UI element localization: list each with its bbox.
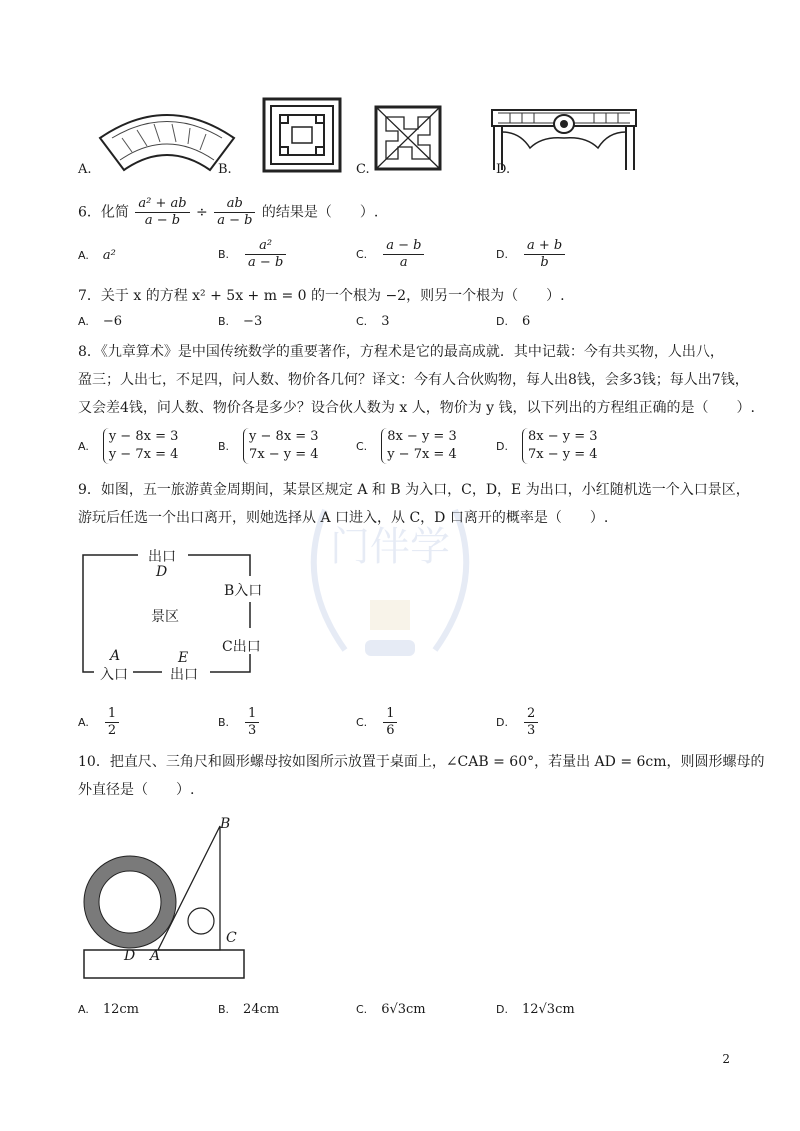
q7-option-d [496,314,530,329]
q9-option-c [356,706,399,739]
q10-figure [80,814,250,980]
q10-option-c [356,1002,426,1017]
q8-option-c-eq1: 8x − y = 3 [387,429,457,444]
q8-stem-line-2: 盈三；人出七，不足四，问人数、物价各几何？译文：今有人合伙购物，每人出8钱，会多3钱；每人出7钱， [78,372,749,388]
page-number: 2 [722,1052,730,1066]
q10-ruler [84,950,244,978]
q8-option-b-eq2: 7x − y = 4 [249,447,319,462]
q6-frac2-denominator: a − b [217,213,253,228]
q8-option-d-eq1: 8x − y = 3 [527,429,598,444]
q8-option-c-letter: C. [356,439,368,453]
q9-b-entrance-label: B入口 [224,583,263,599]
q10-option-d-letter: D. [496,1003,508,1016]
q8-option-a-eq1: y − 8x = 3 [108,429,179,444]
q10-option-a-letter: A. [78,1003,89,1016]
q9-option-c-denominator: 6 [386,723,395,738]
q7-option-b-letter: B. [218,315,230,328]
q6-frac1-denominator: a − b [144,213,181,228]
q9-label-a: A [110,648,121,664]
q9-exit-top-label: 出口 [148,549,176,565]
q6-option-a-text: a² [102,248,116,263]
q9-option-a-numerator: 1 [105,706,119,723]
q6-option-d-letter: D. [496,248,508,261]
q6-option-d-numerator: a + b [524,238,565,255]
q7-option-c [356,314,389,329]
q8-option-a [78,428,178,464]
q7-option-c-letter: C. [356,315,368,328]
q7-option-a-letter: A. [78,315,89,328]
q9-option-a-denominator: 2 [107,723,117,738]
q10-option-b [218,1002,279,1017]
q7-option-b-text: −3 [243,314,263,329]
q10-label-c: C [226,930,237,946]
q9-option-d-numerator: 2 [524,706,538,723]
q8-option-b [218,428,319,464]
q5-option-c-label: C. [356,162,370,177]
q8-option-d-eq2: 7x − y = 4 [527,447,598,462]
q9-scenic-diagram [78,544,278,684]
q9-option-d [496,706,540,739]
q5-option-a-label: A. [78,162,92,177]
q7-option-d-letter: D. [496,315,508,328]
q5-option-b-label: B. [218,162,232,177]
q10-stem-line-1: 10．把直尺、三角尺和圆形螺母按如图所示放置于桌面上，∠CAB = 60°，若量出 AD = 6cm，则圆形螺母的 [78,754,765,770]
q9-option-b [218,706,261,739]
q7-stem: 7．关于 x 的方程 x² + 5x + m = 0 的一个根为 −2，则另一个根为（ ）. [78,288,565,304]
q6-prefix: 6．化简 [78,204,129,221]
q9-exit-bottom-label: 出口 [170,667,198,683]
q9-entrance-bottom-label: 入口 [100,667,128,683]
q7-option-d-text: 6 [521,314,531,329]
q6-option-b [218,238,288,271]
q6-fraction-1 [135,196,189,229]
q10-label-d: D [124,948,136,964]
q10-option-d-text: 12√3cm [521,1002,575,1017]
q6-option-b-letter: B. [218,248,230,261]
q6-option-d [496,238,567,271]
q8-option-d-letter: D. [496,439,508,453]
watermark-text: 门伴学 [330,524,450,570]
q5-figure-d [490,108,638,178]
watermark-logo [285,470,495,690]
q9-option-b-denominator: 3 [248,723,257,738]
q10-label-b: B [220,816,231,832]
q6-option-b-numerator: a² [245,238,286,255]
q6-option-c-numerator: a − b [383,238,424,255]
q6-frac1-numerator: a² + ab [135,196,189,213]
q6-division-sign: ÷ [196,204,208,221]
q10-option-c-text: 6√3cm [381,1002,426,1017]
q9-option-a-letter: A. [78,716,89,729]
q6-fraction-2 [214,196,255,229]
q5-figure-b [262,97,342,177]
q8-option-c-eq2: y − 7x = 4 [387,447,457,462]
q9-label-e: E [178,650,189,666]
q10-option-d [496,1002,575,1017]
q9-option-c-letter: C. [356,716,368,729]
q10-stem-line-2: 外直径是（ ）. [78,782,195,798]
q6-option-b-denominator: a − b [248,255,284,270]
q9-stem-line-1: 9．如图，五一旅游黄金周期间，某景区规定 A 和 B 为入口，C，D，E 为出口，小红随机选一个入口景区， [78,482,750,498]
q10-option-c-letter: C. [356,1003,368,1016]
q9-option-b-numerator: 1 [245,706,259,723]
q8-option-b-eq1: y − 8x = 3 [249,429,319,444]
q9-stem-line-2: 游玩后任选一个出口离开，则她选择从 A 口进入，从 C，D 口离开的概率是（ ）. [78,510,609,526]
q6-option-a [78,248,116,263]
q10-label-a: A [150,948,161,964]
q8-option-b-letter: B. [218,439,230,453]
q9-label-d: D [156,564,168,580]
q9-option-a [78,706,121,739]
q9-c-exit-label: C出口 [222,639,261,655]
q8-option-d [496,428,598,464]
q9-option-d-denominator: 3 [526,723,536,738]
q8-option-a-letter: A. [78,439,89,453]
q6-stem [78,196,378,229]
q9-option-c-numerator: 1 [383,706,397,723]
q10-option-a [78,1002,139,1017]
q8-stem-line-3: 又会差4钱，问人数、物价各是多少？设合伙人数为 x 人，物价为 y 钱，以下列出的方程组正确的是（ ）. [78,400,755,416]
q10-option-b-letter: B. [218,1003,230,1016]
q6-option-a-letter: A. [78,249,89,262]
q8-stem-line-1: 8．《九章算术》是中国传统数学的重要著作，方程术是它的最高成就．其中记载：今有共买物，人出八， [78,344,724,360]
q10-option-a-text: 12cm [102,1002,139,1017]
q9-option-d-letter: D. [496,716,508,729]
q6-option-c-denominator: a [399,255,408,270]
q9-option-b-letter: B. [218,716,230,729]
q5-option-d-label: D. [496,162,511,177]
q7-option-c-text: 3 [381,314,390,329]
q6-option-d-denominator: b [540,255,549,270]
q7-option-a-text: −6 [102,314,122,329]
q7-option-a [78,314,122,329]
q6-frac2-numerator: ab [214,196,255,213]
q8-option-a-eq2: y − 7x = 4 [108,447,179,462]
q6-suffix: 的结果是（ ）. [261,204,379,221]
q8-option-c [356,428,457,464]
q10-option-b-text: 24cm [243,1002,280,1017]
q6-option-c [356,238,426,271]
q7-option-b [218,314,262,329]
q9-scenic-label: 景区 [151,609,179,625]
q5-figure-c [374,105,442,175]
q6-option-c-letter: C. [356,248,368,261]
